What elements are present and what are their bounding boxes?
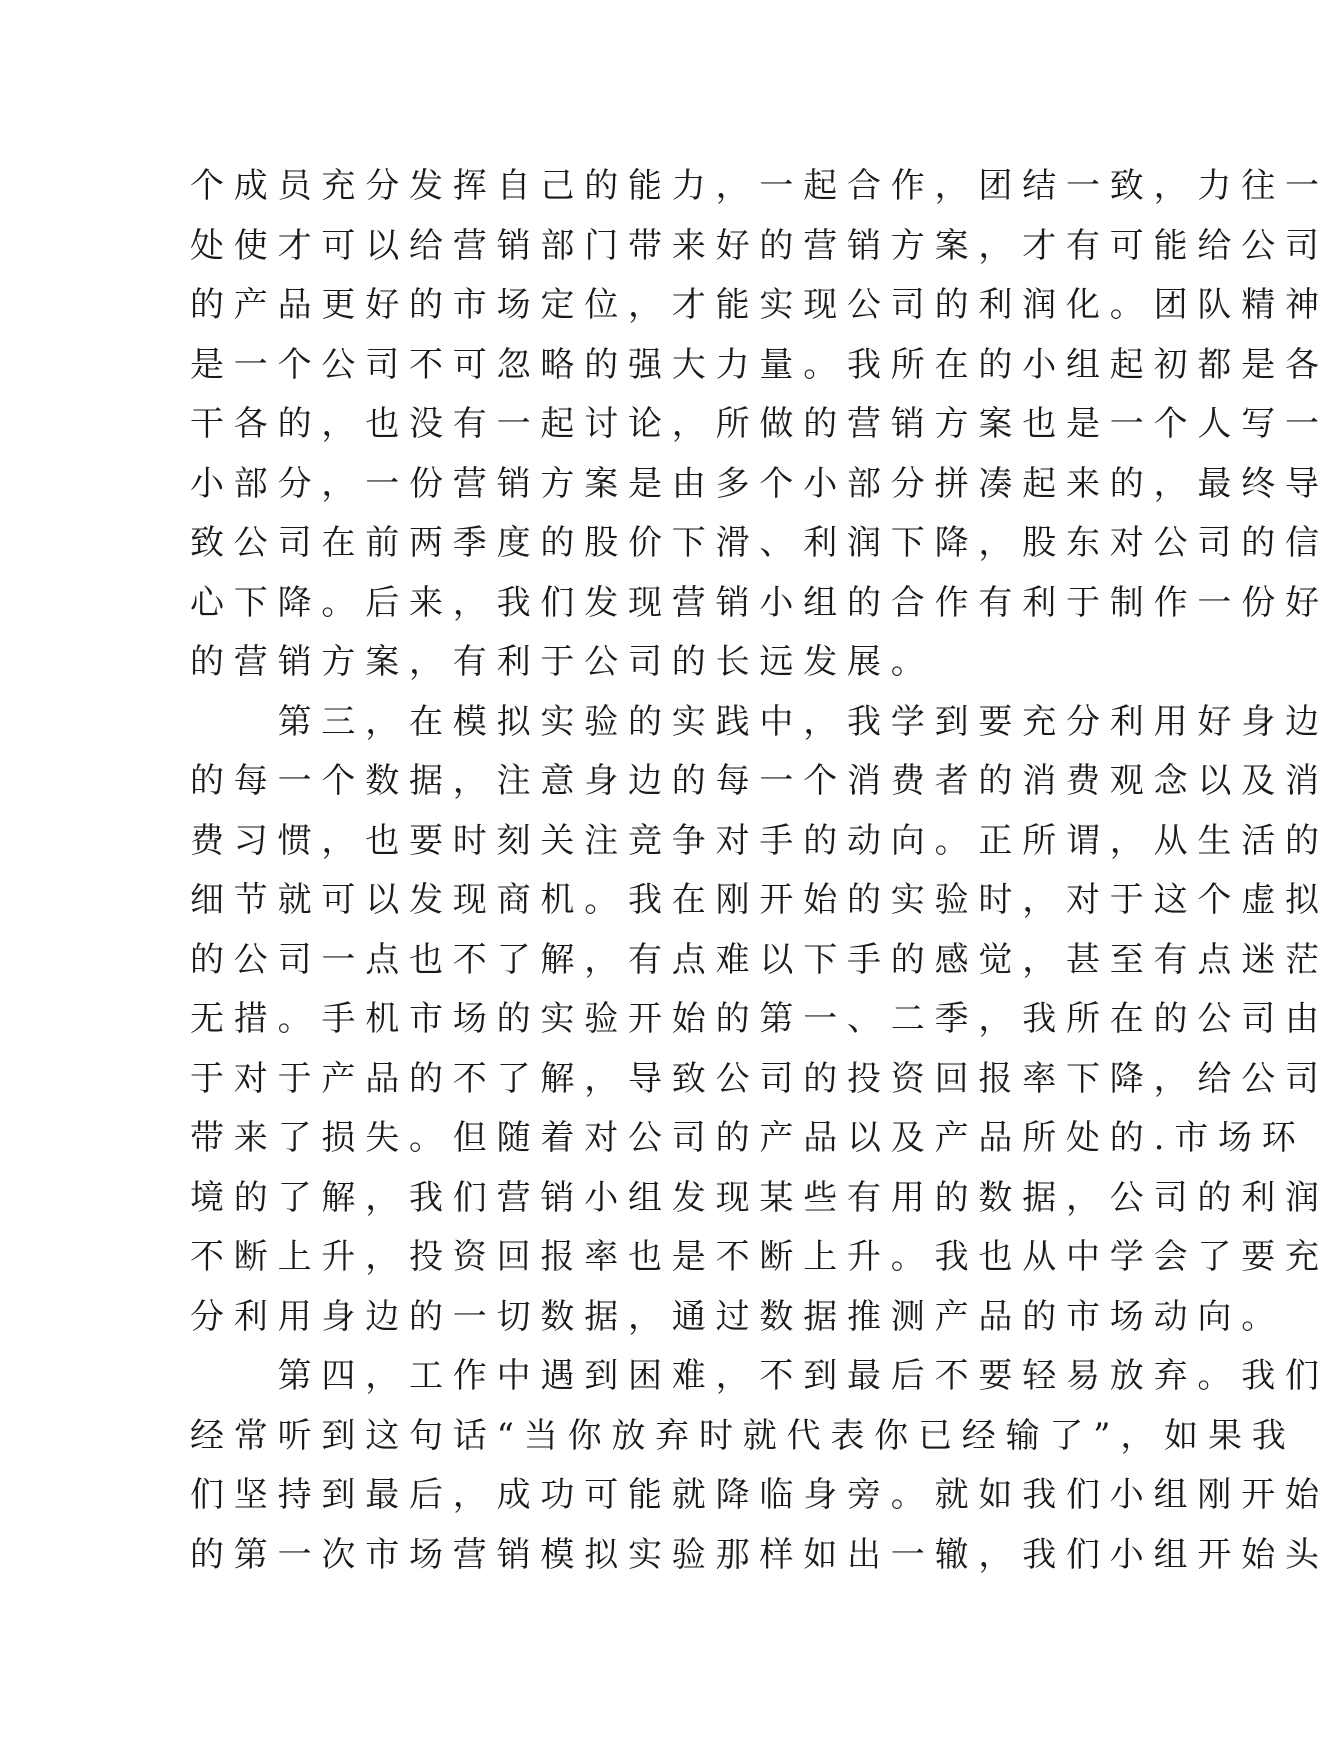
text-line: 的营销方案，有利于公司的长远发展。 bbox=[190, 642, 935, 682]
paragraph-start-line: 第三，在模拟实验的实践中，我学到要充分利用好身边 bbox=[190, 701, 1329, 742]
text-line: 的每一个数据，注意身边的每一个消费者的消费观念以及消 bbox=[190, 761, 1329, 801]
text-line: 的第一次市场营销模拟实验那样如出一辙，我们小组开始头 bbox=[190, 1534, 1329, 1575]
text-line: 细节就可以发现商机。我在刚开始的实验时，对于这个虚拟 bbox=[190, 880, 1329, 920]
text-line: 致公司在前两季度的股价下滑、利润下降，股东对公司的信 bbox=[190, 523, 1329, 563]
text-line: 不断上升，投资回报率也是不断上升。我也从中学会了要充 bbox=[190, 1237, 1329, 1277]
text-line: 们坚持到最后，成功可能就降临身旁。就如我们小组刚开始 bbox=[190, 1475, 1329, 1515]
text-line: 带来了损失。但随着对公司的产品以及产品所处的.市场环 bbox=[190, 1118, 1306, 1158]
text-line: 是一个公司不可忽略的强大力量。我所在的小组起初都是各 bbox=[190, 344, 1329, 385]
text-line: 经常听到这句话“当你放弃时就代表你已经输了”，如果我 bbox=[190, 1415, 1296, 1456]
text-line: 境的了解，我们营销小组发现某些有用的数据，公司的利润 bbox=[190, 1177, 1329, 1218]
paragraph-start-line: 第四，工作中遇到困难，不到最后不要轻易放弃。我们 bbox=[190, 1356, 1329, 1396]
text-line: 分利用身边的一切数据，通过数据推测产品的市场动向。 bbox=[190, 1296, 1285, 1337]
text-line: 个成员充分发挥自己的能力，一起合作，团结一致，力往一 bbox=[190, 166, 1329, 206]
text-line: 无措。手机市场的实验开始的第一、二季，我所在的公司由 bbox=[190, 999, 1329, 1039]
text-line: 于对于产品的不了解，导致公司的投资回报率下降，给公司 bbox=[190, 1058, 1329, 1099]
text-line: 费习惯，也要时刻关注竞争对手的动向。正所谓，从生活的 bbox=[190, 820, 1329, 861]
text-line: 心下降。后来，我们发现营销小组的合作有利于制作一份好 bbox=[190, 582, 1329, 623]
text-line: 的公司一点也不了解，有点难以下手的感觉，甚至有点迷茫 bbox=[190, 939, 1329, 980]
text-line: 小部分，一份营销方案是由多个小部分拼凑起来的，最终导 bbox=[190, 463, 1329, 504]
text-line: 干各的，也没有一起讨论，所做的营销方案也是一个人写一 bbox=[190, 404, 1329, 444]
text-line: 的产品更好的市场定位，才能实现公司的利润化。团队精神 bbox=[190, 285, 1329, 325]
body-text bbox=[190, 157, 1329, 1585]
text-line: 处使才可以给营销部门带来好的营销方案，才有可能给公司 bbox=[190, 225, 1329, 266]
